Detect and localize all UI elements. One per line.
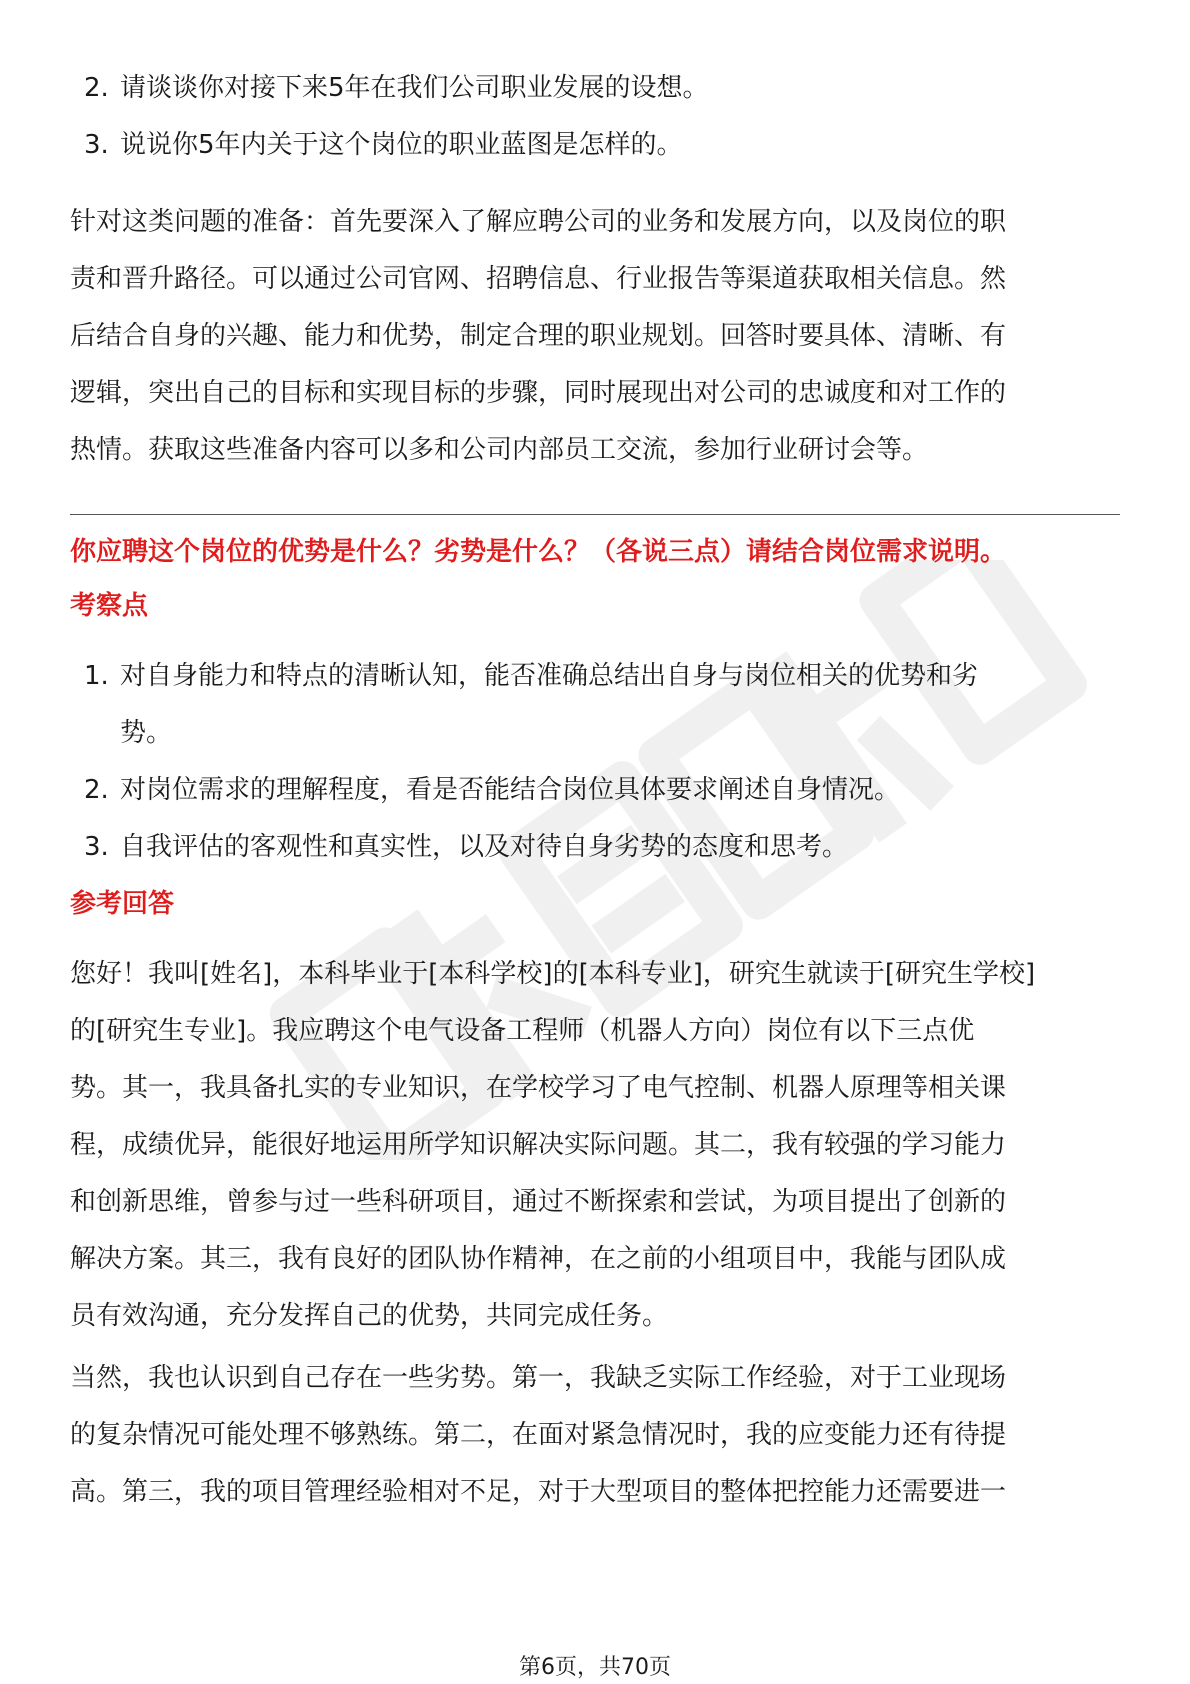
focus-list — [70, 648, 1120, 876]
paragraph-line: 解决方案。其三，我有良好的团队协作精神，在之前的小组项目中，我能与团队成 — [70, 1244, 1007, 1274]
list-item — [70, 762, 1120, 819]
paragraph-line: 高。第三，我的项目管理经验相对不足，对于大型项目的整体把控能力还需要进一 — [70, 1477, 1007, 1507]
paragraph-line: 逻辑，突出自己的目标和实现目标的步骤，同时展现出对公司的忠诚度和对工作的 — [70, 378, 1007, 408]
paragraph-line: 热情。获取这些准备内容可以多和公司内部员工交流，参加行业研讨会等。 — [70, 435, 929, 465]
list-item — [70, 60, 1120, 117]
list-number: 3. — [84, 130, 109, 160]
list-item — [70, 819, 1120, 876]
list-number: 2. — [84, 775, 109, 805]
paragraph-line: 势。其一，我具备扎实的专业知识，在学校学习了电气控制、机器人原理等相关课 — [70, 1073, 1007, 1103]
paragraph-line: 的复杂情况可能处理不够熟练。第二，在面对紧急情况时，我的应变能力还有待提 — [70, 1420, 1007, 1450]
paragraph-line: 针对这类问题的准备：首先要深入了解应聘公司的业务和发展方向，以及岗位的职 — [70, 207, 1007, 237]
section-divider — [70, 514, 1120, 515]
focus-title: 考察点 — [70, 591, 149, 621]
list-text-continued: 势。 — [120, 718, 173, 748]
answer-paragraph-2 — [70, 1350, 1120, 1521]
list-item — [70, 117, 1120, 174]
list-text: 对岗位需求的理解程度，看是否能结合岗位具体要求阐述自身情况。 — [120, 775, 901, 805]
list-text: 自我评估的客观性和真实性，以及对待自身劣势的态度和思考。 — [120, 832, 849, 862]
answer-paragraph-1 — [70, 946, 1120, 1345]
paragraph-line: 员有效沟通，充分发挥自己的优势，共同完成任务。 — [70, 1301, 669, 1331]
list-item — [70, 648, 1120, 762]
paragraph-line: 您好！我叫[姓名]，本科毕业于[本科学校]的[本科专业]，研究生就读于[研究生学校] — [70, 959, 1036, 989]
list-text: 请谈谈你对接下来5年在我们公司职业发展的设想。 — [120, 73, 709, 103]
list-number: 3. — [84, 832, 109, 862]
list-number: 1. — [84, 661, 109, 691]
paragraph-line: 后结合自身的兴趣、能力和优势，制定合理的职业规划。回答时要具体、清晰、有 — [70, 321, 1007, 351]
answer-title: 参考回答 — [70, 889, 175, 919]
prep-paragraph — [70, 194, 1120, 479]
question-heading: 你应聘这个岗位的优势是什么？劣势是什么？（各说三点）请结合岗位需求说明。 — [70, 537, 1007, 567]
list-text: 说说你5年内关于这个岗位的职业蓝图是怎样的。 — [120, 130, 683, 160]
paragraph-line: 的[研究生专业]。我应聘这个电气设备工程师（机器人方向）岗位有以下三点优 — [70, 1016, 975, 1046]
paragraph-line: 当然，我也认识到自己存在一些劣势。第一，我缺乏实际工作经验，对于工业现场 — [70, 1363, 1007, 1393]
list-number: 2. — [84, 73, 109, 103]
paragraph-line: 程，成绩优异，能很好地运用所学知识解决实际问题。其二，我有较强的学习能力 — [70, 1130, 1007, 1160]
paragraph-line: 责和晋升路径。可以通过公司官网、招聘信息、行业报告等渠道获取相关信息。然 — [70, 264, 1007, 294]
page-footer: 第6页，共70页 — [519, 1655, 671, 1680]
list-text: 对自身能力和特点的清晰认知，能否准确总结出自身与岗位相关的优势和劣 — [120, 661, 979, 691]
top-question-list — [70, 60, 1120, 174]
paragraph-line: 和创新思维，曾参与过一些科研项目，通过不断探索和尝试，为项目提出了创新的 — [70, 1187, 1007, 1217]
